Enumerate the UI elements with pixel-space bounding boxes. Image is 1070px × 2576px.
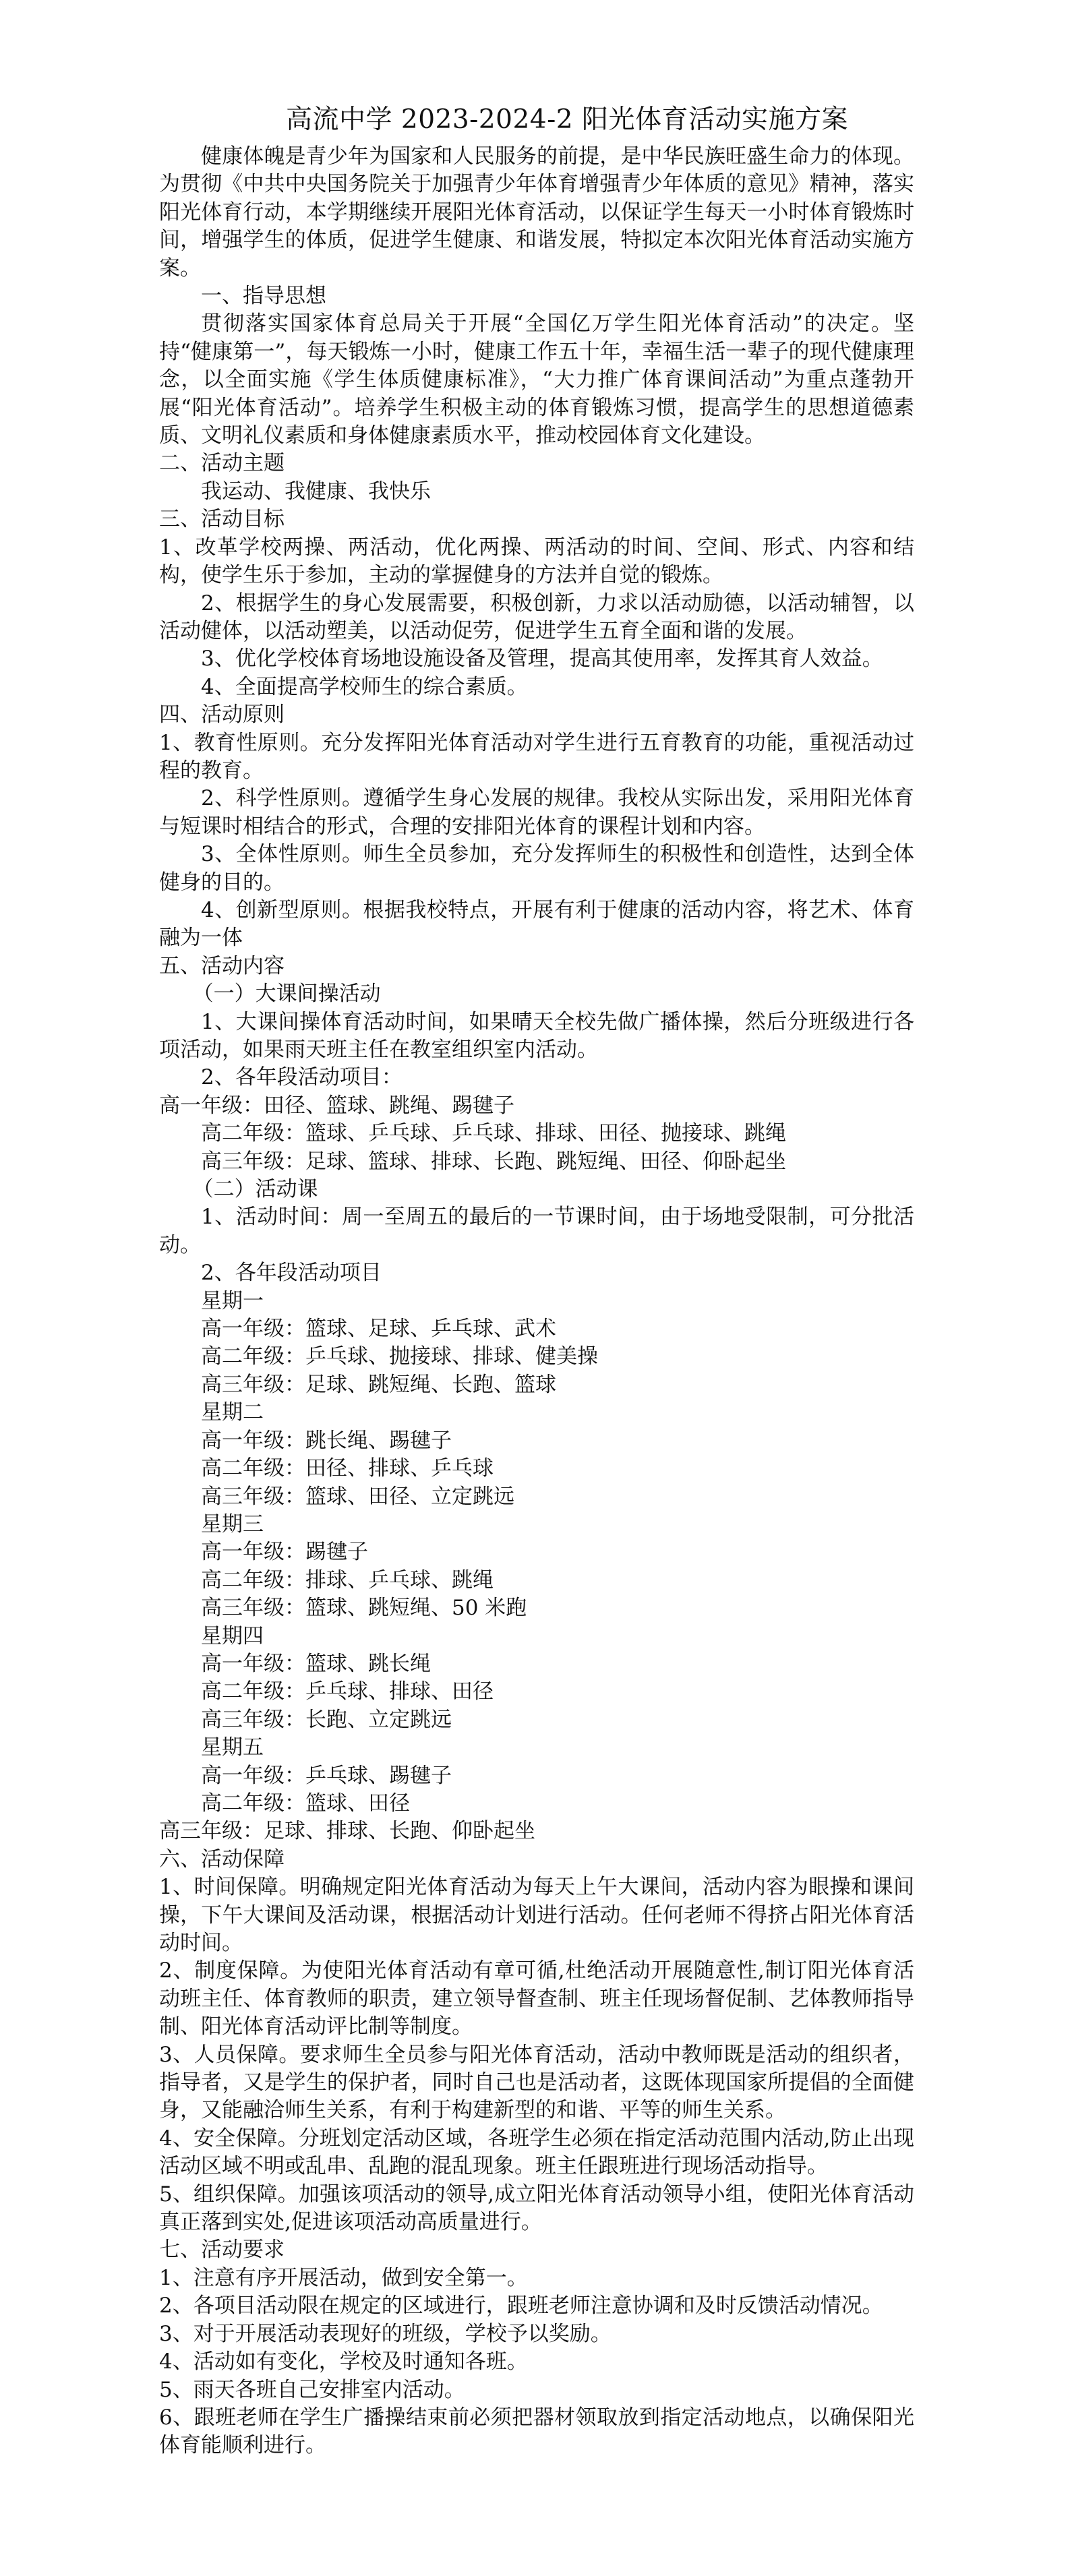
requirement-item: 3、对于开展活动表现好的班级，学校予以奖励。 [159,2321,612,2346]
requirement-item: 5、雨天各班自己安排室内活动。 [159,2377,465,2402]
subsection-heading-break-exercise: （一）大课间操活动 [192,982,381,1007]
activity-class-items-label: 2、各年段活动项目 [201,1261,382,1286]
subsection-heading-activity-class: （二）活动课 [192,1177,318,1202]
break-exercise-time: 1、大课间操体育活动时间，如果晴天全校先做广播体操，然后分班级进行各项活动，如果雨天班主任在教室组织室内活动。 [159,1009,914,1062]
weekday-label: 星期三 [201,1511,264,1536]
requirement-item: 4、活动如有变化，学校及时通知各班。 [159,2349,528,2374]
goal-item: 2、根据学生的身心发展需要，积极创新，力求以活动励德，以活动辅智，以活动健体，以活动塑美，以活动促劳，促进学生五育全面和谐的发展。 [159,591,914,643]
requirement-item: 1、注意有序开展活动，做到安全第一。 [159,2265,528,2290]
grade-activity-line: 高二年级：田径、排球、乒乓球 [201,1456,494,1481]
principle-item: 2、科学性原则。遵循学生身心发展的规律。我校从实际出发，采用阳光体育与短课时相结合的形式，合理的安排阳光体育的课程计划和内容。 [159,786,914,839]
activity-class-time: 1、活动时间：周一至周五的最后的一节课时间，由于场地受限制，可分批活动。 [159,1205,914,1257]
goal-item: 4、全面提高学校师生的综合素质。 [201,674,528,699]
section-heading-guarantees: 六、活动保障 [159,1847,285,1871]
weekday-label: 星期五 [201,1735,264,1760]
grade-activity-line: 高二年级：篮球、田径 [201,1791,410,1816]
grade-activity-line: 高二年级：篮球、乒乓球、乒乓球、排球、田径、抛接球、跳绳 [201,1121,786,1146]
guarantee-item: 3、人员保障。要求师生全员参与阳光体育活动，活动中教师既是活动的组织者，指导者，又是学生的保护者，同时自己也是活动者，这既体现国家所提倡的全面健身，又能融洽师生关系，有利于构建新型的和谐、平等的师生关系。 [159,2042,914,2123]
principle-item: 1、教育性原则。充分发挥阳光体育活动对学生进行五育教育的功能，重视活动过程的教育。 [159,730,914,783]
theme-text: 我运动、我健康、我快乐 [201,479,431,504]
grade-activity-line: 高一年级：乒乓球、踢毽子 [201,1763,452,1788]
section-heading-guiding-ideology: 一、指导思想 [201,284,326,309]
section-heading-requirements: 七、活动要求 [159,2238,285,2263]
grade-activity-line: 高三年级：足球、排球、长跑、仰卧起坐 [159,1819,535,1844]
goal-item: 1、改革学校两操、两活动，优化两操、两活动的时间、空间、形式、内容和结构，使学生乐于参加，主动的掌握健身的方法并自觉的锻炼。 [159,535,914,588]
grade-activity-line: 高三年级：足球、篮球、排球、长跑、跳短绳、田径、仰卧起坐 [201,1149,786,1174]
requirement-item: 2、各项目活动限在规定的区域进行，跟班老师注意协调和及时反馈活动情况。 [159,2294,883,2318]
intro-paragraph: 健康体魄是青少年为国家和人民服务的前提，是中华民族旺盛生命力的体现。为贯彻《中共中央国务院关于加强青少年体育增强青少年体质的意见》精神，落实阳光体育行动，本学期继续开展阳光体育活动，以保证学生每天一小时体育锻炼时间，增强学生的体质，促进学生健康、和谐发展，特拟定本次阳光体育活动实施方案。 [159,144,914,280]
grade-activity-line: 高二年级：乒乓球、抛接球、排球、健美操 [201,1344,598,1369]
requirement-item: 6、跟班老师在学生广播操结束前必须把器材领取放到指定活动地点，以确保阳光体育能顺利进行。 [159,2405,914,2458]
section-heading-content: 五、活动内容 [159,953,285,978]
guarantee-item: 2、制度保障。为使阳光体育活动有章可循,杜绝活动开展随意性,制订阳光体育活动班主任、体育教师的职责，建立领导督查制、班主任现场督促制、艺体教师指导制、阳光体育活动评比制等制度。 [159,1958,914,2039]
grade-activity-line: 高三年级：篮球、跳短绳、50 米跑 [201,1596,527,1621]
grade-activity-line: 高一年级：踢毽子 [201,1540,368,1565]
grade-activity-line: 高一年级：篮球、跳长绳 [201,1651,431,1676]
section-heading-principles: 四、活动原则 [159,702,285,727]
grade-activity-line: 高一年级：篮球、足球、乒乓球、武术 [201,1317,556,1342]
principle-item: 3、全体性原则。师生全员参加，充分发挥师生的积极性和创造性，达到全体健身的目的。 [159,842,914,895]
weekday-label: 星期四 [201,1623,264,1648]
section-heading-theme: 二、活动主题 [159,451,285,476]
guarantee-item: 1、时间保障。明确规定阳光体育活动为每天上午大课间，活动内容为眼操和课间操，下午大课间及活动课，根据活动计划进行活动。任何老师不得挤占阳光体育活动时间。 [159,1875,914,1955]
section-heading-goals: 三、活动目标 [159,507,285,532]
grade-activity-line: 高二年级：乒乓球、排球、田径 [201,1679,494,1704]
weekday-label: 星期一 [201,1288,264,1313]
weekday-label: 星期二 [201,1400,264,1425]
grade-activity-line: 高二年级：排球、乒乓球、跳绳 [201,1567,494,1592]
document [159,101,914,2460]
goal-item: 3、优化学校体育场地设施设备及管理，提高其使用率，发挥其育人效益。 [201,647,883,671]
grade-activity-line: 高三年级：足球、跳短绳、长跑、篮球 [201,1372,556,1397]
grade-activity-line: 高三年级：篮球、田径、立定跳远 [201,1484,514,1509]
guiding-ideology-text: 贯彻落实国家体育总局关于开展“全国亿万学生阳光体育活动”的决定。坚持“健康第一”，每天锻炼一小时，健康工作五十年，幸福生活一辈子的现代健康理念，以全面实施《学生体质健康标准》，“大力推广体育课间活动”为重点蓬勃开展“阳光体育活动”。培养学生积极主动的体育锻炼习惯，提高学生的思想道德素质、文明礼仪素质和身体健康素质水平，推动校园体育文化建设。 [159,311,914,448]
guarantee-item: 5、组织保障。加强该项活动的领导,成立阳光体育活动领导小组，使阳光体育活动真正落到实处,促进该项活动高质量进行。 [159,2182,914,2235]
grade-activity-line: 高一年级：田径、篮球、跳绳、踢毽子 [159,1093,514,1118]
guarantee-item: 4、安全保障。分班划定活动区域，各班学生必须在指定活动范围内活动,防止出现活动区域不明或乱串、乱跑的混乱现象。班主任跟班进行现场活动指导。 [159,2126,914,2179]
break-exercise-items-label: 2、各年段活动项目： [201,1065,403,1090]
grade-activity-line: 高一年级：跳长绳、踢毽子 [201,1428,452,1453]
grade-activity-line: 高三年级：长跑、立定跳远 [201,1707,452,1732]
principle-item: 4、创新型原则。根据我校特点，开展有利于健康的活动内容，将艺术、体育融为一体 [159,897,914,951]
document-title: 高流中学 2023-2024-2 阳光体育活动实施方案 [286,104,848,135]
